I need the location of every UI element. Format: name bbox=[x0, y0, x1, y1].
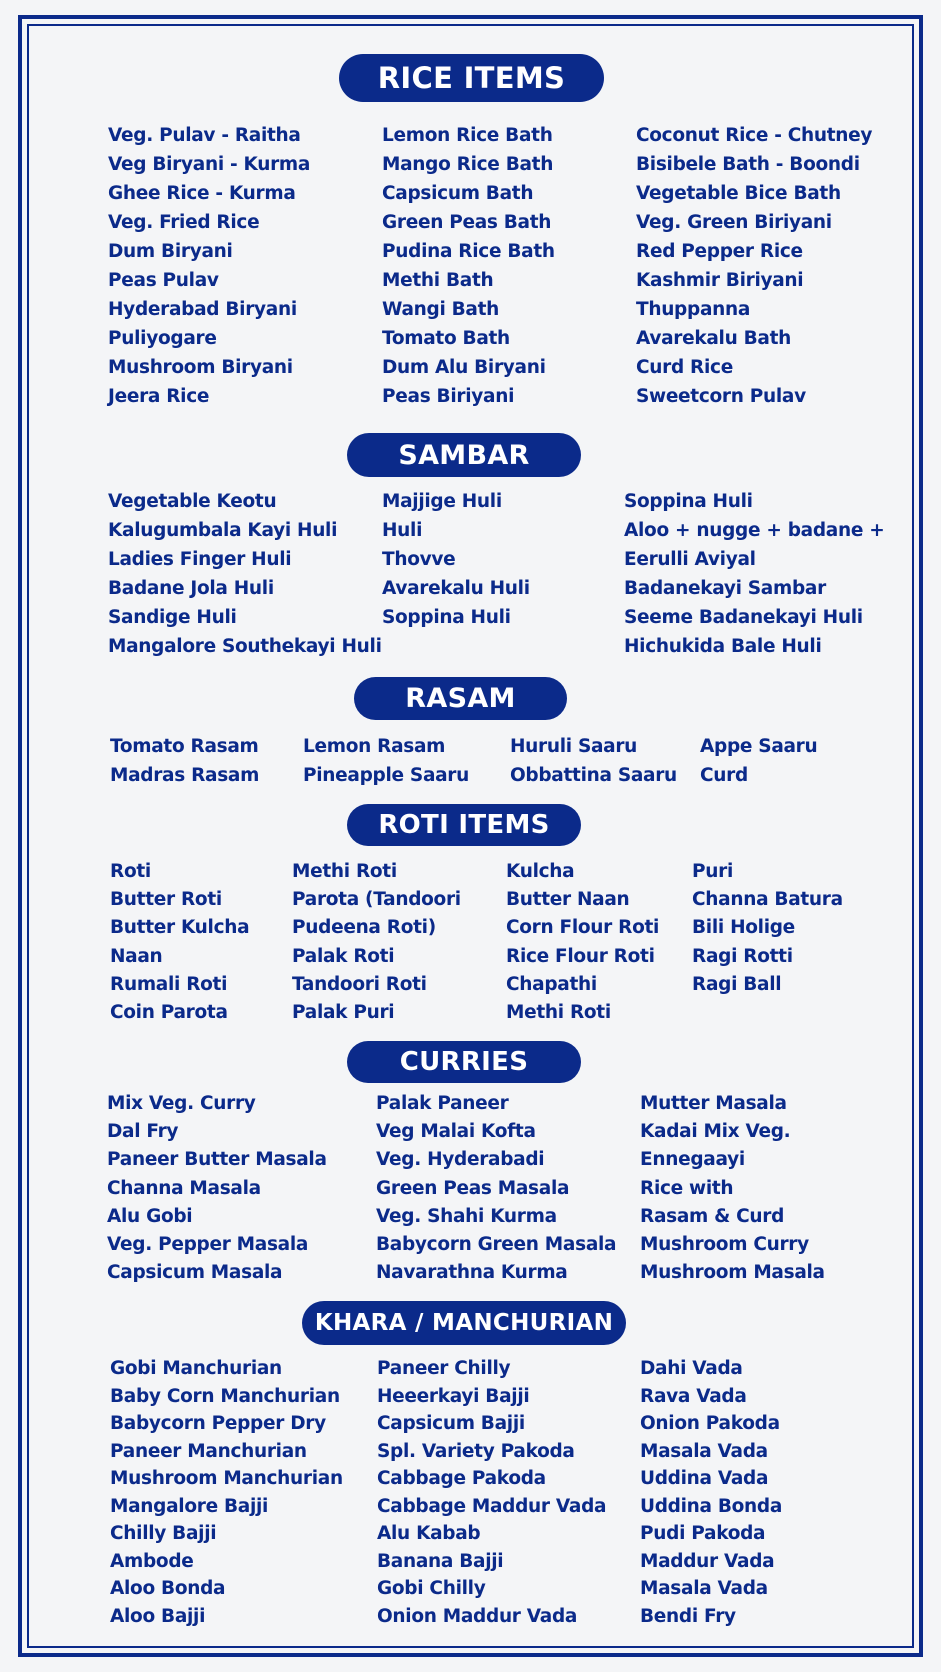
menu-item: Thuppanna bbox=[636, 299, 751, 320]
menu-item: Palak Paneer bbox=[376, 1093, 509, 1114]
menu-item: Paneer Butter Masala bbox=[107, 1149, 327, 1171]
menu-item: Masala Vada bbox=[640, 1578, 768, 1599]
rasam-column-2 bbox=[303, 732, 469, 790]
section-title-sambar: SAMBAR bbox=[347, 433, 581, 477]
menu-item: Pineapple Saaru bbox=[303, 765, 470, 786]
menu-item: Maddur Vada bbox=[640, 1550, 775, 1572]
menu-item: Parota (Tandoori bbox=[292, 889, 461, 911]
menu-item: Paneer Manchurian bbox=[110, 1440, 307, 1462]
menu-item: Uddina Vada bbox=[640, 1468, 769, 1489]
menu-item: Seeme Badanekayi Huli bbox=[624, 607, 863, 628]
rasam-column-3 bbox=[510, 732, 677, 790]
menu-item: Palak Roti bbox=[292, 945, 395, 967]
rice-column-3 bbox=[636, 121, 872, 411]
menu-item: Chilly Bajji bbox=[110, 1523, 217, 1544]
menu-item: Veg. Hyderabadi bbox=[376, 1149, 545, 1171]
menu-item: Kulcha bbox=[506, 861, 575, 882]
menu-item: Puri bbox=[692, 861, 733, 882]
menu-item: Ragi Ball bbox=[692, 973, 782, 995]
menu-item: Cabbage Maddur Vada bbox=[377, 1495, 607, 1517]
khara-column-3 bbox=[640, 1355, 782, 1630]
menu-item: Methi Roti bbox=[506, 1002, 611, 1024]
menu-item: Channa Batura bbox=[692, 889, 843, 911]
section-title-curries: CURRIES bbox=[347, 1041, 581, 1083]
menu-item: Bili Holige bbox=[692, 917, 795, 939]
menu-item: Coconut Rice - Chutney bbox=[636, 125, 873, 146]
menu-item: Ladies Finger Huli bbox=[108, 549, 292, 570]
menu-item: Coin Parota bbox=[110, 1002, 228, 1024]
menu-item: Mangalore Southekayi Huli bbox=[108, 636, 382, 657]
menu-item: Methi Roti bbox=[292, 861, 397, 882]
menu-item: Green Peas Bath bbox=[382, 212, 552, 233]
menu-item: Dahi Vada bbox=[640, 1358, 743, 1379]
menu-item: Rice Flour Roti bbox=[506, 945, 655, 967]
curries-column-1 bbox=[107, 1090, 327, 1287]
section-title-rasam: RASAM bbox=[354, 677, 567, 720]
menu-item: Babycorn Pepper Dry bbox=[110, 1413, 326, 1434]
menu-item: Green Peas Masala bbox=[376, 1177, 570, 1199]
sambar-column-1 bbox=[108, 487, 382, 661]
menu-item: Majjige Huli bbox=[382, 491, 502, 512]
menu-item: Tandoori Roti bbox=[292, 973, 427, 995]
section-title-rice: RICE ITEMS bbox=[339, 54, 604, 102]
menu-item: Veg. Fried Rice bbox=[108, 212, 260, 233]
menu-item: Mushroom Masala bbox=[640, 1262, 825, 1284]
menu-item: Badane Jola Huli bbox=[108, 578, 274, 599]
menu-item: Dum Biryani bbox=[108, 241, 233, 262]
menu-item: Lemon Rasam bbox=[303, 736, 446, 757]
menu-item: Banana Bajji bbox=[377, 1550, 504, 1572]
menu-item: Appe Saaru bbox=[700, 736, 818, 757]
menu-item: Kadai Mix Veg. bbox=[640, 1121, 791, 1143]
menu-item: Tomato Bath bbox=[382, 328, 510, 349]
menu-item: Avarekalu Bath bbox=[636, 328, 792, 349]
menu-item: Heeerkayi Bajji bbox=[377, 1385, 530, 1407]
rice-column-2 bbox=[382, 121, 555, 411]
menu-item: Vegetable Bice Bath bbox=[636, 183, 841, 204]
menu-item: Huli bbox=[382, 520, 423, 541]
menu-item: Channa Masala bbox=[107, 1177, 261, 1199]
menu-item: Veg. Green Biriyani bbox=[636, 212, 832, 233]
menu-item: Rasam & Curd bbox=[640, 1205, 785, 1227]
menu-item: Veg. Pepper Masala bbox=[107, 1234, 309, 1256]
khara-column-1 bbox=[110, 1355, 343, 1630]
menu-item: Chapathi bbox=[506, 973, 597, 995]
menu-item: Soppina Huli bbox=[624, 491, 753, 512]
menu-item: Butter Roti bbox=[110, 889, 222, 911]
menu-item: Tomato Rasam bbox=[110, 736, 259, 757]
menu-item: Mango Rice Bath bbox=[382, 154, 554, 175]
menu-item: Mutter Masala bbox=[640, 1093, 787, 1114]
menu-item: Capsicum Bajji bbox=[377, 1413, 525, 1434]
curries-column-3 bbox=[640, 1090, 825, 1287]
menu-item: Ragi Rotti bbox=[692, 945, 793, 967]
menu-item: Mix Veg. Curry bbox=[107, 1093, 256, 1114]
menu-item: Veg Malai Kofta bbox=[376, 1121, 536, 1143]
menu-item: Rumali Roti bbox=[110, 973, 228, 995]
menu-item: Mushroom Curry bbox=[640, 1234, 809, 1256]
menu-item: Alu Kabab bbox=[377, 1523, 481, 1544]
menu-item: Dum Alu Biryani bbox=[382, 357, 546, 378]
menu-item: Bisibele Bath - Boondi bbox=[636, 154, 860, 175]
menu-item: Navarathna Kurma bbox=[376, 1262, 568, 1284]
menu-item: Masala Vada bbox=[640, 1440, 768, 1462]
menu-item: Bendi Fry bbox=[640, 1605, 736, 1627]
roti-column-3 bbox=[506, 858, 659, 1027]
menu-item: Veg. Shahi Kurma bbox=[376, 1205, 557, 1227]
section-title-khara: KHARA / MANCHURIAN bbox=[302, 1301, 626, 1345]
menu-item: Butter Kulcha bbox=[110, 917, 250, 939]
menu-item: Ghee Rice - Kurma bbox=[108, 183, 296, 204]
menu-item: Puliyogare bbox=[108, 328, 217, 349]
menu-item: Butter Naan bbox=[506, 889, 630, 911]
rice-column-1 bbox=[108, 121, 310, 411]
sambar-column-3 bbox=[624, 487, 884, 661]
menu-item: Aloo + nugge + badane + bbox=[624, 520, 885, 541]
menu-item: Dal Fry bbox=[107, 1121, 179, 1143]
rasam-column-1 bbox=[110, 732, 259, 790]
menu-item: Capsicum Bath bbox=[382, 183, 534, 204]
menu-item: Thovve bbox=[382, 549, 456, 570]
menu-item: Paneer Chilly bbox=[377, 1358, 511, 1379]
menu-item: Naan bbox=[110, 945, 163, 967]
menu-item: Wangi Bath bbox=[382, 299, 500, 320]
menu-item: Gobi Manchurian bbox=[110, 1358, 282, 1379]
menu-item: Uddina Bonda bbox=[640, 1495, 783, 1517]
menu-item: Kashmir Biriyani bbox=[636, 270, 804, 291]
menu-item: Red Pepper Rice bbox=[636, 241, 803, 262]
roti-column-1 bbox=[110, 858, 249, 1027]
menu-item: Lemon Rice Bath bbox=[382, 125, 553, 146]
roti-column-4 bbox=[692, 858, 843, 999]
menu-item: Veg. Pulav - Raitha bbox=[108, 125, 301, 146]
rasam-column-4 bbox=[700, 732, 817, 790]
menu-item: Aloo Bonda bbox=[110, 1578, 226, 1599]
curries-column-2 bbox=[376, 1090, 616, 1287]
menu-item: Mangalore Bajji bbox=[110, 1495, 269, 1517]
menu-item: Sweetcorn Pulav bbox=[636, 386, 806, 407]
menu-item: Methi Bath bbox=[382, 270, 494, 291]
khara-column-2 bbox=[377, 1355, 606, 1630]
menu-item: Soppina Huli bbox=[382, 607, 511, 628]
menu-item: Roti bbox=[110, 861, 151, 882]
menu-item: Jeera Rice bbox=[108, 386, 210, 407]
menu-item: Gobi Chilly bbox=[377, 1578, 486, 1599]
menu-item: Aloo Bajji bbox=[110, 1605, 206, 1627]
menu-item: Hichukida Bale Huli bbox=[624, 636, 822, 657]
menu-item: Spl. Variety Pakoda bbox=[377, 1440, 575, 1462]
menu-item: Rava Vada bbox=[640, 1385, 747, 1407]
menu-item: Mushroom Biryani bbox=[108, 357, 293, 378]
menu-item: Eerulli Aviyal bbox=[624, 549, 756, 570]
menu-item: Peas Pulav bbox=[108, 270, 219, 291]
menu-item: Corn Flour Roti bbox=[506, 917, 660, 939]
menu-item: Madras Rasam bbox=[110, 765, 260, 786]
section-title-roti: ROTI ITEMS bbox=[347, 804, 581, 846]
menu-item: Hyderabad Biryani bbox=[108, 299, 297, 320]
menu-item: Baby Corn Manchurian bbox=[110, 1385, 340, 1407]
menu-item: Onion Maddur Vada bbox=[377, 1605, 578, 1627]
menu-item: Cabbage Pakoda bbox=[377, 1468, 546, 1489]
menu-item: Huruli Saaru bbox=[510, 736, 638, 757]
menu-item: Alu Gobi bbox=[107, 1205, 193, 1227]
menu-item: Peas Biriyani bbox=[382, 386, 515, 407]
sambar-column-2 bbox=[382, 487, 530, 632]
menu-item: Pudeena Roti) bbox=[292, 917, 436, 939]
menu-item: Avarekalu Huli bbox=[382, 578, 530, 599]
menu-item: Curd bbox=[700, 765, 748, 786]
menu-item: Kalugumbala Kayi Huli bbox=[108, 520, 338, 541]
menu-item: Mushroom Manchurian bbox=[110, 1468, 343, 1489]
menu-item: Obbattina Saaru bbox=[510, 765, 677, 786]
menu-item: Curd Rice bbox=[636, 357, 733, 378]
menu-item: Sandige Huli bbox=[108, 607, 237, 628]
menu-item: Babycorn Green Masala bbox=[376, 1234, 617, 1256]
menu-item: Rice with bbox=[640, 1177, 734, 1199]
menu-item: Capsicum Masala bbox=[107, 1262, 283, 1284]
menu-item: Vegetable Keotu bbox=[108, 491, 277, 512]
menu-item: Badanekayi Sambar bbox=[624, 578, 826, 599]
menu-item: Palak Puri bbox=[292, 1002, 395, 1024]
menu-item: Pudina Rice Bath bbox=[382, 241, 555, 262]
menu-item: Onion Pakoda bbox=[640, 1413, 780, 1434]
menu-item: Pudi Pakoda bbox=[640, 1523, 766, 1544]
menu-item: Ambode bbox=[110, 1550, 194, 1572]
menu-item: Ennegaayi bbox=[640, 1149, 745, 1171]
roti-column-2 bbox=[292, 858, 461, 1027]
menu-item: Veg Biryani - Kurma bbox=[108, 154, 311, 175]
